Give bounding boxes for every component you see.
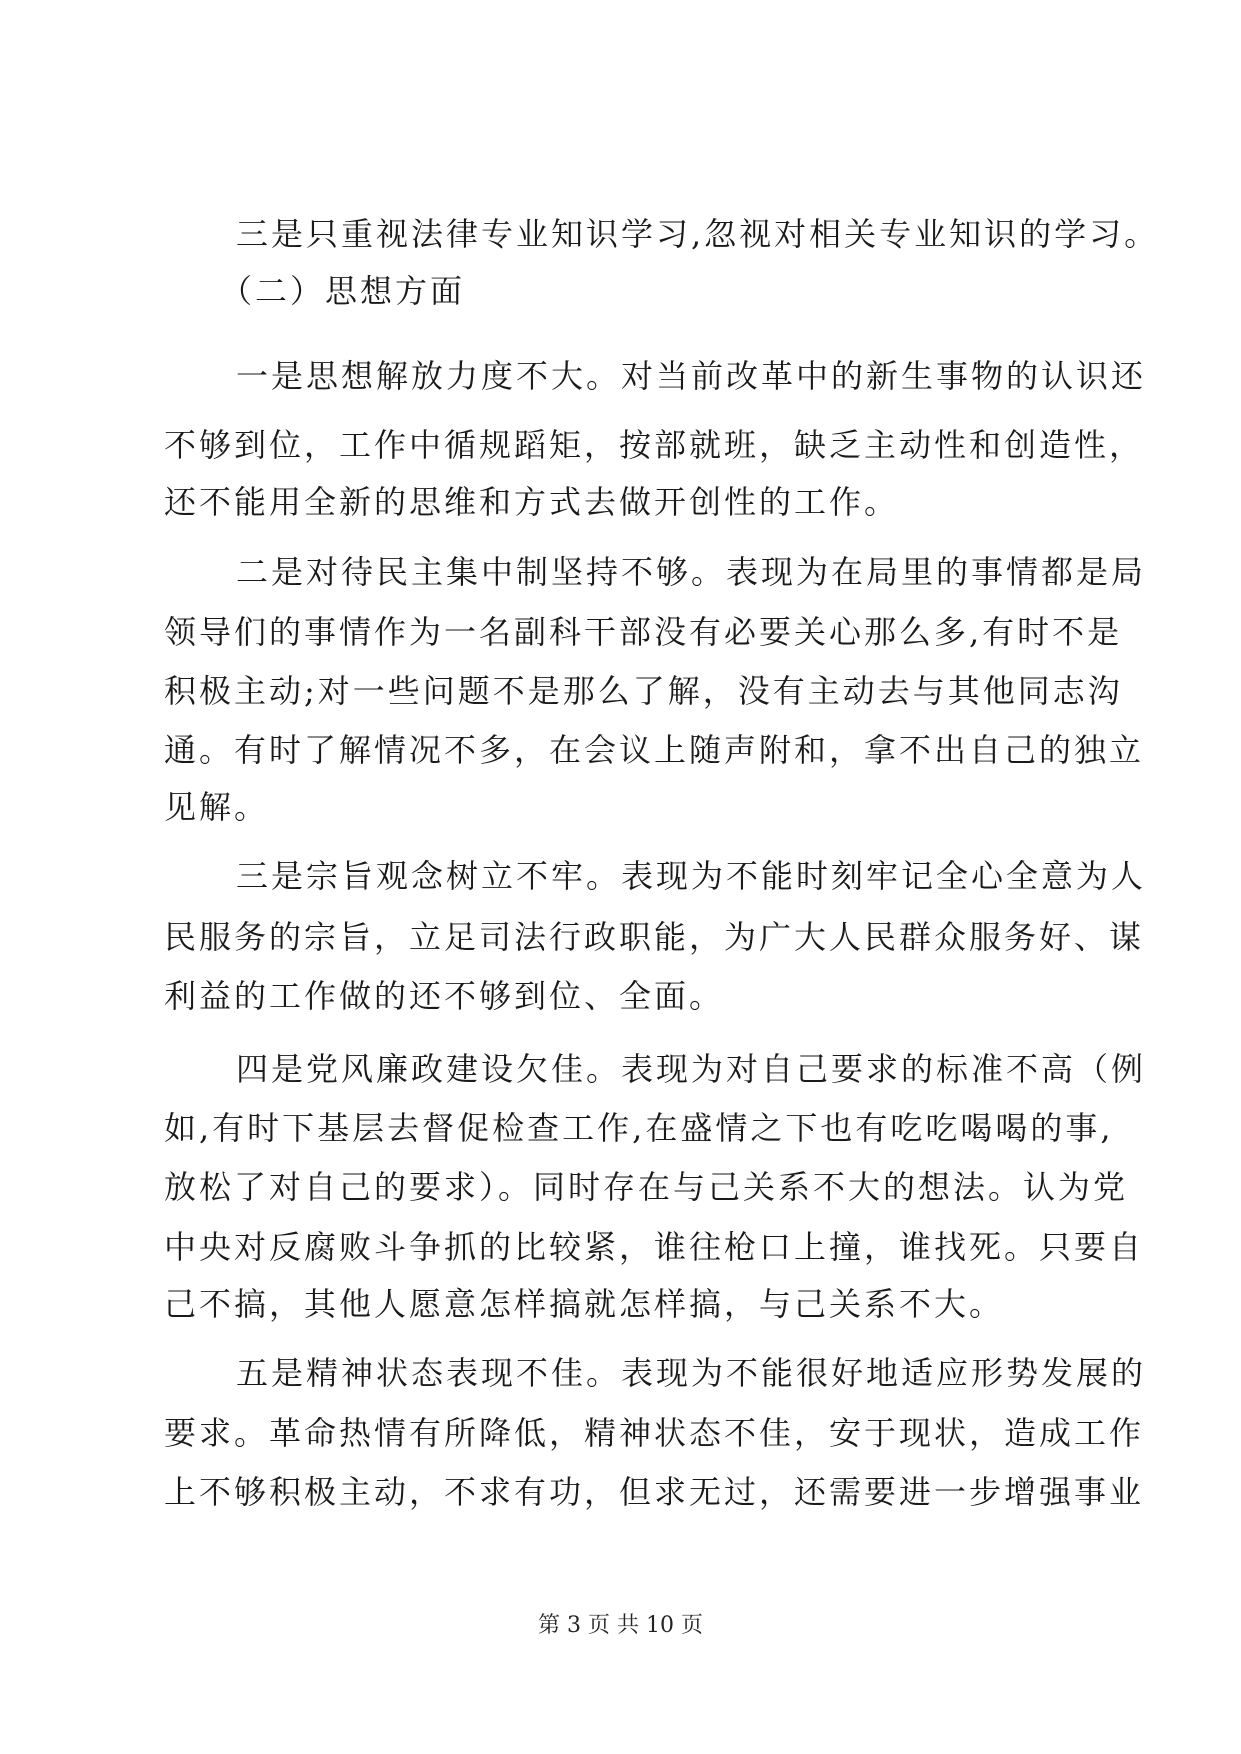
text-line: 利益的工作做的还不够到位、全面。 (164, 977, 725, 1015)
text-line: 己不搞，其他人愿意怎样搞就怎样搞，与己关系不大。 (164, 1285, 1005, 1323)
text-line: 民服务的宗旨，立足司法行政职能，为广大人民群众服务好、谋 (164, 918, 1145, 956)
text-line: 四是党风廉政建设欠佳。表现为对自己要求的标准不高（例 (236, 1050, 1147, 1088)
text-line: 上不够积极主动，不求有功，但求无过，还需要进一步增强事业 (164, 1473, 1145, 1511)
text-line: 通。有时了解情况不多，在会议上随声附和，拿不出自己的独立 (164, 731, 1145, 769)
text-line: 二是对待民主集中制坚持不够。表现为在局里的事情都是局 (236, 553, 1147, 591)
text-line: 领导们的事情作为一名副科干部没有必要关心那么多,有时不是 (164, 613, 1123, 651)
text-line: 要求。革命热情有所降低，精神状态不佳，安于现状，造成工作 (164, 1414, 1145, 1452)
text-line: 中央对反腐败斗争抓的比较紧，谁往枪口上撞，谁找死。只要自 (164, 1228, 1145, 1266)
text-line: 见解。 (164, 788, 270, 826)
text-line: 积极主动;对一些问题不是那么了解，没有主动去与其他同志沟 (164, 672, 1123, 710)
text-line: 不够到位，工作中循规蹈矩，按部就班，缺乏主动性和创造性， (164, 426, 1145, 464)
page-number-footer: 第 3 页 共 10 页 (538, 1613, 703, 1638)
text-line: 五是精神状态表现不佳。表现为不能很好地适应形势发展的 (236, 1354, 1147, 1392)
section-heading: （二）思想方面 (220, 272, 466, 310)
text-line: 一是思想解放力度不大。对当前改革中的新生事物的认识还 (236, 357, 1147, 395)
text-line: 还不能用全新的思维和方式去做开创性的工作。 (164, 483, 900, 521)
text-line: 如,有时下基层去督促检查工作,在盛情之下也有吃吃喝喝的事, (164, 1109, 1114, 1147)
text-line: 放松了对自己的要求）。同时存在与己关系不大的想法。认为党 (164, 1168, 1129, 1206)
text-line: 三是宗旨观念树立不牢。表现为不能时刻牢记全心全意为人 (236, 857, 1147, 895)
text-line: 三是只重视法律专业知识学习,忽视对相关专业知识的学习。 (236, 215, 1160, 253)
